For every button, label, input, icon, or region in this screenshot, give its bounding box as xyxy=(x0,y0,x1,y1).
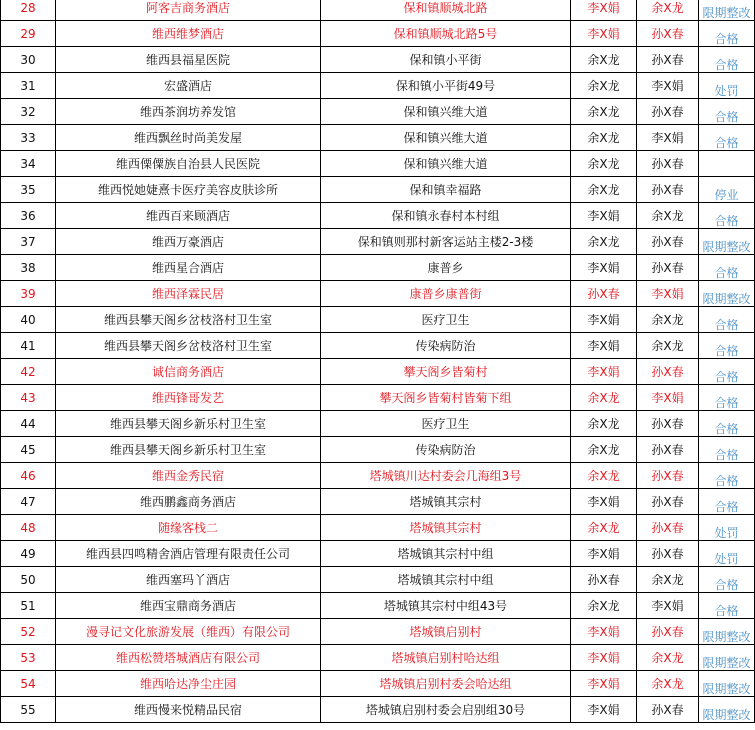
business-name: 维西傈僳族自治县人民医院 xyxy=(56,151,321,177)
inspector-2: 余X龙 xyxy=(637,0,699,21)
address: 传染病防治 xyxy=(321,333,571,359)
inspection-result: 合格 xyxy=(699,307,755,333)
address: 塔城镇其宗村 xyxy=(321,489,571,515)
row-number: 41 xyxy=(1,333,56,359)
table-row xyxy=(1,47,755,73)
business-name: 维西锋哥发艺 xyxy=(56,385,321,411)
business-name: 维西飘丝时尚美发屋 xyxy=(56,125,321,151)
table-row xyxy=(1,671,755,697)
inspection-result: 合格 xyxy=(699,489,755,515)
table-row xyxy=(1,125,755,151)
row-number: 39 xyxy=(1,281,56,307)
inspector-2: 孙X春 xyxy=(637,515,699,541)
business-name: 维西县攀天阁乡岔枝洛村卫生室 xyxy=(56,333,321,359)
inspection-result: 停业 xyxy=(699,177,755,203)
inspector-2: 孙X春 xyxy=(637,619,699,645)
inspector-2: 孙X春 xyxy=(637,541,699,567)
inspector-1: 李X娟 xyxy=(571,645,637,671)
inspection-result: 处罚 xyxy=(699,73,755,99)
row-number: 38 xyxy=(1,255,56,281)
inspection-result: 合格 xyxy=(699,593,755,619)
address: 攀天阁乡皆菊村 xyxy=(321,359,571,385)
inspection-result: 处罚 xyxy=(699,515,755,541)
table-row xyxy=(1,437,755,463)
table-row xyxy=(1,73,755,99)
address: 医疗卫生 xyxy=(321,411,571,437)
inspection-result: 合格 xyxy=(699,359,755,385)
inspector-2: 孙X春 xyxy=(637,255,699,281)
inspector-1: 李X娟 xyxy=(571,359,637,385)
inspector-1: 余X龙 xyxy=(571,515,637,541)
inspector-2: 孙X春 xyxy=(637,489,699,515)
table-row xyxy=(1,385,755,411)
inspector-2: 李X娟 xyxy=(637,385,699,411)
inspector-1: 李X娟 xyxy=(571,203,637,229)
table-row xyxy=(1,359,755,385)
inspector-1: 余X龙 xyxy=(571,593,637,619)
row-number: 36 xyxy=(1,203,56,229)
business-name: 维西万豪酒店 xyxy=(56,229,321,255)
address: 塔城镇启别村哈达组 xyxy=(321,645,571,671)
business-name: 阿客吉商务酒店 xyxy=(56,0,321,21)
table-row xyxy=(1,567,755,593)
business-name: 维西塞玛丫酒店 xyxy=(56,567,321,593)
table-row xyxy=(1,255,755,281)
row-number: 49 xyxy=(1,541,56,567)
inspector-2: 孙X春 xyxy=(637,697,699,723)
business-name: 维西宝鼎商务酒店 xyxy=(56,593,321,619)
address: 塔城镇启别村委会哈达组 xyxy=(321,671,571,697)
row-number: 42 xyxy=(1,359,56,385)
business-name: 维西维梦酒店 xyxy=(56,21,321,47)
inspection-result: 合格 xyxy=(699,437,755,463)
inspector-2: 孙X春 xyxy=(637,47,699,73)
table-row xyxy=(1,333,755,359)
business-name: 维西悦她婕熹卡医疗美容皮肤诊所 xyxy=(56,177,321,203)
row-number: 44 xyxy=(1,411,56,437)
row-number: 45 xyxy=(1,437,56,463)
inspector-2: 余X龙 xyxy=(637,645,699,671)
address: 保和镇兴维大道 xyxy=(321,125,571,151)
address: 保和镇顺城北路 xyxy=(321,0,571,21)
inspector-2: 李X娟 xyxy=(637,125,699,151)
address: 塔城镇川达村委会几海组3号 xyxy=(321,463,571,489)
business-name: 维西松赞塔城酒店有限公司 xyxy=(56,645,321,671)
row-number: 53 xyxy=(1,645,56,671)
inspector-2: 孙X春 xyxy=(637,359,699,385)
inspector-2: 孙X春 xyxy=(637,177,699,203)
inspector-2: 孙X春 xyxy=(637,463,699,489)
inspector-1: 李X娟 xyxy=(571,619,637,645)
inspection-result: 限期整改 xyxy=(699,0,755,21)
row-number: 34 xyxy=(1,151,56,177)
table-row xyxy=(1,541,755,567)
inspector-1: 余X龙 xyxy=(571,73,637,99)
inspector-2: 孙X春 xyxy=(637,21,699,47)
row-number: 29 xyxy=(1,21,56,47)
business-name: 维西星合酒店 xyxy=(56,255,321,281)
inspection-result: 合格 xyxy=(699,125,755,151)
inspector-1: 余X龙 xyxy=(571,385,637,411)
inspection-result: 限期整改 xyxy=(699,619,755,645)
address: 传染病防治 xyxy=(321,437,571,463)
table-row xyxy=(1,307,755,333)
address: 医疗卫生 xyxy=(321,307,571,333)
inspector-2: 孙X春 xyxy=(637,151,699,177)
inspector-2: 余X龙 xyxy=(637,671,699,697)
inspection-result: 合格 xyxy=(699,411,755,437)
inspector-1: 孙X春 xyxy=(571,567,637,593)
row-number: 43 xyxy=(1,385,56,411)
inspector-1: 余X龙 xyxy=(571,125,637,151)
inspection-result: 限期整改 xyxy=(699,645,755,671)
inspector-1: 余X龙 xyxy=(571,151,637,177)
row-number: 50 xyxy=(1,567,56,593)
address: 保和镇小平街 xyxy=(321,47,571,73)
table-row xyxy=(1,21,755,47)
inspector-2: 李X娟 xyxy=(637,593,699,619)
address: 塔城镇其宗村中组43号 xyxy=(321,593,571,619)
business-name: 漫寻记文化旅游发展（维西）有限公司 xyxy=(56,619,321,645)
inspector-1: 余X龙 xyxy=(571,463,637,489)
inspector-2: 李X娟 xyxy=(637,73,699,99)
table-row xyxy=(1,515,755,541)
address: 保和镇幸福路 xyxy=(321,177,571,203)
inspector-2: 余X龙 xyxy=(637,307,699,333)
row-number: 31 xyxy=(1,73,56,99)
address: 康普乡 xyxy=(321,255,571,281)
business-name: 维西县攀天阁乡岔枝洛村卫生室 xyxy=(56,307,321,333)
inspector-2: 孙X春 xyxy=(637,437,699,463)
business-name: 维西金秀民宿 xyxy=(56,463,321,489)
business-name: 维西百来顾酒店 xyxy=(56,203,321,229)
inspector-2: 余X龙 xyxy=(637,567,699,593)
business-name: 维西茶润坊养发馆 xyxy=(56,99,321,125)
inspection-result: 处罚 xyxy=(699,541,755,567)
address: 塔城镇启别村委会启别组30号 xyxy=(321,697,571,723)
table-row xyxy=(1,619,755,645)
row-number: 33 xyxy=(1,125,56,151)
inspector-2: 孙X春 xyxy=(637,229,699,255)
inspection-result: 合格 xyxy=(699,255,755,281)
row-number: 32 xyxy=(1,99,56,125)
inspector-2: 孙X春 xyxy=(637,99,699,125)
inspector-1: 余X龙 xyxy=(571,47,637,73)
inspection-result: 限期整改 xyxy=(699,281,755,307)
inspection-result: 合格 xyxy=(699,385,755,411)
inspector-1: 李X娟 xyxy=(571,255,637,281)
row-number: 47 xyxy=(1,489,56,515)
business-name: 维西哈达净尘庄园 xyxy=(56,671,321,697)
inspector-2: 李X娟 xyxy=(637,281,699,307)
inspection-result: 合格 xyxy=(699,203,755,229)
inspector-1: 余X龙 xyxy=(571,411,637,437)
address: 保和镇兴维大道 xyxy=(321,151,571,177)
table-row xyxy=(1,281,755,307)
address: 保和镇永春村本村组 xyxy=(321,203,571,229)
address: 保和镇兴维大道 xyxy=(321,99,571,125)
business-name: 宏盛酒店 xyxy=(56,73,321,99)
inspection-result: 合格 xyxy=(699,333,755,359)
row-number: 55 xyxy=(1,697,56,723)
table-row xyxy=(1,177,755,203)
row-number: 40 xyxy=(1,307,56,333)
inspector-1: 李X娟 xyxy=(571,21,637,47)
row-number: 28 xyxy=(1,0,56,21)
address: 保和镇则那村新客运站主楼2-3楼 xyxy=(321,229,571,255)
table-row xyxy=(1,645,755,671)
table-row xyxy=(1,463,755,489)
business-name: 随缘客栈二 xyxy=(56,515,321,541)
table-row xyxy=(1,593,755,619)
inspector-1: 李X娟 xyxy=(571,307,637,333)
address: 攀天阁乡皆菊村皆菊下组 xyxy=(321,385,571,411)
business-name: 维西鹏鑫商务酒店 xyxy=(56,489,321,515)
business-name: 诚信商务酒店 xyxy=(56,359,321,385)
table-row xyxy=(1,411,755,437)
inspector-1: 李X娟 xyxy=(571,0,637,21)
inspector-1: 余X龙 xyxy=(571,437,637,463)
inspector-1: 余X龙 xyxy=(571,99,637,125)
table-row xyxy=(1,489,755,515)
business-name: 维西慢来悦精品民宿 xyxy=(56,697,321,723)
business-name: 维西县四鸣精舍酒店管理有限责任公司 xyxy=(56,541,321,567)
row-number: 52 xyxy=(1,619,56,645)
inspector-1: 李X娟 xyxy=(571,541,637,567)
address: 保和镇小平街49号 xyxy=(321,73,571,99)
inspector-2: 孙X春 xyxy=(637,411,699,437)
address: 塔城镇启别村 xyxy=(321,619,571,645)
inspection-result xyxy=(699,151,755,177)
address: 塔城镇其宗村中组 xyxy=(321,541,571,567)
table-row xyxy=(1,0,755,21)
table-row xyxy=(1,151,755,177)
inspection-result: 合格 xyxy=(699,463,755,489)
table-row xyxy=(1,229,755,255)
inspector-2: 余X龙 xyxy=(637,333,699,359)
business-name: 维西县攀天阁乡新乐村卫生室 xyxy=(56,411,321,437)
inspector-1: 余X龙 xyxy=(571,177,637,203)
inspector-1: 李X娟 xyxy=(571,333,637,359)
table-row xyxy=(1,697,755,723)
business-name: 维西县攀天阁乡新乐村卫生室 xyxy=(56,437,321,463)
inspection-result: 限期整改 xyxy=(699,697,755,723)
row-number: 30 xyxy=(1,47,56,73)
address: 塔城镇其宗村 xyxy=(321,515,571,541)
table-row xyxy=(1,203,755,229)
row-number: 51 xyxy=(1,593,56,619)
inspector-1: 李X娟 xyxy=(571,671,637,697)
inspection-result: 合格 xyxy=(699,21,755,47)
business-name: 维西县福星医院 xyxy=(56,47,321,73)
row-number: 37 xyxy=(1,229,56,255)
inspection-result: 限期整改 xyxy=(699,229,755,255)
address: 康普乡康普街 xyxy=(321,281,571,307)
address: 保和镇顺城北路5号 xyxy=(321,21,571,47)
row-number: 54 xyxy=(1,671,56,697)
inspection-result: 合格 xyxy=(699,47,755,73)
inspector-1: 李X娟 xyxy=(571,697,637,723)
inspection-result: 限期整改 xyxy=(699,671,755,697)
inspector-1: 李X娟 xyxy=(571,489,637,515)
inspector-1: 孙X春 xyxy=(571,281,637,307)
inspection-result: 合格 xyxy=(699,567,755,593)
address: 塔城镇其宗村中组 xyxy=(321,567,571,593)
inspector-1: 余X龙 xyxy=(571,229,637,255)
business-name: 维西泽霖民居 xyxy=(56,281,321,307)
row-number: 48 xyxy=(1,515,56,541)
row-number: 46 xyxy=(1,463,56,489)
inspector-2: 余X龙 xyxy=(637,203,699,229)
table-row xyxy=(1,99,755,125)
row-number: 35 xyxy=(1,177,56,203)
inspection-result: 合格 xyxy=(699,99,755,125)
